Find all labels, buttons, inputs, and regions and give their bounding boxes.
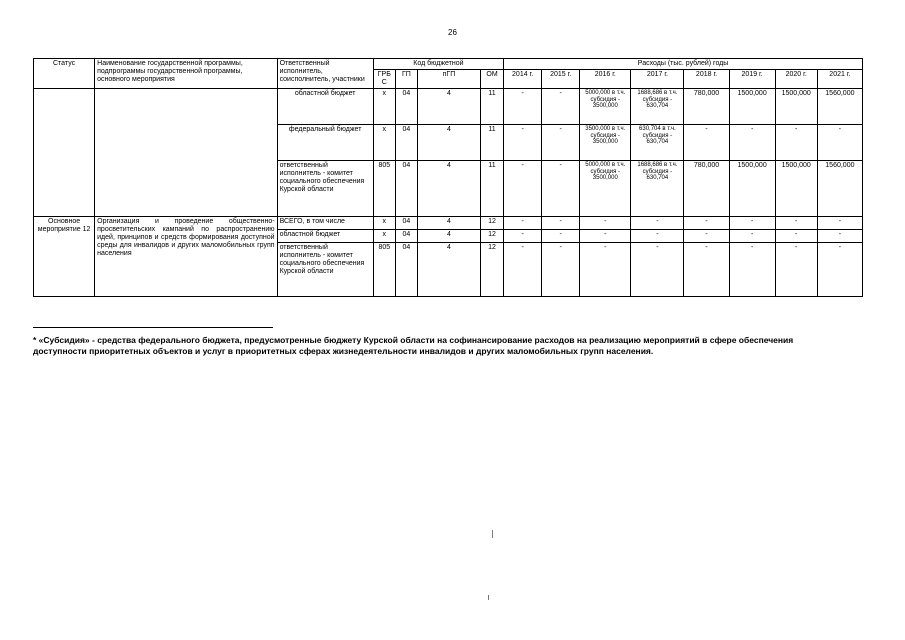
header-pgp: пГП [417, 70, 480, 89]
value-cell: - [580, 217, 631, 230]
page-number: 26 [448, 28, 457, 37]
value-cell: - [775, 217, 817, 230]
pgp-cell: 4 [417, 125, 480, 161]
gp-cell: 04 [395, 89, 417, 125]
header-grbs: ГРБ С [373, 70, 395, 89]
event-status-cell: Основное мероприятие 12 [34, 217, 95, 297]
value-cell: - [542, 125, 580, 161]
value-cell: - [504, 230, 542, 243]
header-year: 2015 г. [542, 70, 580, 89]
value-cell: - [504, 125, 542, 161]
value-cell: - [729, 125, 775, 161]
event-name-cell: Организация и проведение общественно-просветительских кампаний по распространению идей, принципов и средств формирования доступной среды для инвалидов и других маломобильных групп населения [95, 217, 277, 297]
header-year: 2017 г. [631, 70, 684, 89]
grbs-cell: х [373, 230, 395, 243]
budget-table [33, 58, 863, 297]
value-cell: - [504, 217, 542, 230]
header-name: Наименование государственной программы, подпрограммы государственной программы, основного мероприятия [95, 59, 277, 89]
header-expenses: Расходы (тыс. рублей) годы [504, 59, 863, 70]
gp-cell: 04 [395, 243, 417, 297]
value-cell: - [631, 243, 684, 297]
header-year: 2018 г. [684, 70, 729, 89]
value-cell: 5000,000 в т.ч. субсидия - 3500,000 [580, 89, 631, 125]
om-cell: 12 [481, 217, 504, 230]
value-cell: 1500,000 [775, 161, 817, 217]
value-cell: - [504, 161, 542, 217]
header-om: ОМ [481, 70, 504, 89]
value-cell: 1688,686 в т.ч. субсидия - 630,704 [631, 89, 684, 125]
gp-cell: 04 [395, 230, 417, 243]
value-cell: 1560,000 [817, 89, 862, 125]
value-cell: - [580, 243, 631, 297]
status-cell-empty [34, 89, 95, 217]
header-status: Статус [34, 59, 95, 89]
value-cell: 780,000 [684, 161, 729, 217]
gp-cell: 04 [395, 161, 417, 217]
om-cell: 11 [481, 89, 504, 125]
value-cell: - [542, 243, 580, 297]
gp-cell: 04 [395, 217, 417, 230]
scan-speck [488, 595, 489, 600]
value-cell: 5000,000 в т.ч. субсидия - 3500,000 [580, 161, 631, 217]
value-cell: - [580, 230, 631, 243]
pgp-cell: 4 [417, 230, 480, 243]
grbs-cell: х [373, 125, 395, 161]
responsible-cell: областной бюджет [277, 230, 373, 243]
value-cell: - [775, 243, 817, 297]
header-year: 2021 г. [817, 70, 862, 89]
value-cell: - [504, 89, 542, 125]
om-cell: 11 [481, 125, 504, 161]
value-cell: - [684, 125, 729, 161]
value-cell: - [775, 125, 817, 161]
value-cell: - [542, 217, 580, 230]
name-cell-empty [95, 89, 277, 217]
gp-cell: 04 [395, 125, 417, 161]
header-budget-code: Код бюджетной [373, 59, 503, 70]
value-cell: 1560,000 [817, 161, 862, 217]
scan-speck [492, 530, 493, 538]
om-cell: 12 [481, 230, 504, 243]
value-cell: - [684, 230, 729, 243]
value-cell: 630,704 в т.ч. субсидия - 630,704 [631, 125, 684, 161]
value-cell: 1500,000 [729, 161, 775, 217]
pgp-cell: 4 [417, 161, 480, 217]
responsible-cell: областной бюджет [277, 89, 373, 125]
header-year: 2016 г. [580, 70, 631, 89]
om-cell: 11 [481, 161, 504, 217]
header-responsible: Ответственный исполнитель, соисполнитель, участники [277, 59, 373, 89]
responsible-cell: ВСЕГО, в том числе [277, 217, 373, 230]
value-cell: - [817, 230, 862, 243]
pgp-cell: 4 [417, 217, 480, 230]
value-cell: - [504, 243, 542, 297]
footnote: * «Субсидия» - средства федерального бюджета, предусмотренные бюджету Курской области на софинансирование расходов на реализацию мероприятий в сфере обеспечения доступности приоритетных объектов и услуг в приоритетных сферах жизнедеятельности инвалидов и других маломобильных групп населения. [33, 335, 794, 357]
value-cell: 1500,000 [775, 89, 817, 125]
value-cell: - [729, 217, 775, 230]
responsible-cell: ответственный исполнитель - комитет социального обеспечения Курской области [277, 243, 373, 297]
value-cell: - [684, 217, 729, 230]
value-cell: - [817, 217, 862, 230]
pgp-cell: 4 [417, 243, 480, 297]
value-cell: - [729, 243, 775, 297]
responsible-cell: ответственный исполнитель - комитет социального обеспечения Курской области [277, 161, 373, 217]
value-cell: - [817, 243, 862, 297]
value-cell: 1500,000 [729, 89, 775, 125]
value-cell: - [542, 161, 580, 217]
value-cell: - [684, 243, 729, 297]
value-cell: - [631, 230, 684, 243]
header-year: 2019 г. [729, 70, 775, 89]
value-cell: - [775, 230, 817, 243]
value-cell: - [729, 230, 775, 243]
grbs-cell: 805 [373, 161, 395, 217]
value-cell: 1688,686 в т.ч. субсидия - 630,704 [631, 161, 684, 217]
value-cell: - [542, 89, 580, 125]
header-year: 2020 г. [775, 70, 817, 89]
grbs-cell: х [373, 89, 395, 125]
header-year: 2014 г. [504, 70, 542, 89]
grbs-cell: х [373, 217, 395, 230]
table-row [34, 217, 863, 230]
header-row-1 [34, 59, 863, 70]
value-cell: 3500,000 в т.ч. субсидия - 3500,000 [580, 125, 631, 161]
pgp-cell: 4 [417, 89, 480, 125]
value-cell: - [631, 217, 684, 230]
responsible-cell: федеральный бюджет [277, 125, 373, 161]
footnote-divider [33, 327, 273, 328]
grbs-cell: 805 [373, 243, 395, 297]
value-cell: - [542, 230, 580, 243]
value-cell: - [817, 125, 862, 161]
table-row [34, 89, 863, 125]
value-cell: 780,000 [684, 89, 729, 125]
om-cell: 12 [481, 243, 504, 297]
header-gp: ГП [395, 70, 417, 89]
